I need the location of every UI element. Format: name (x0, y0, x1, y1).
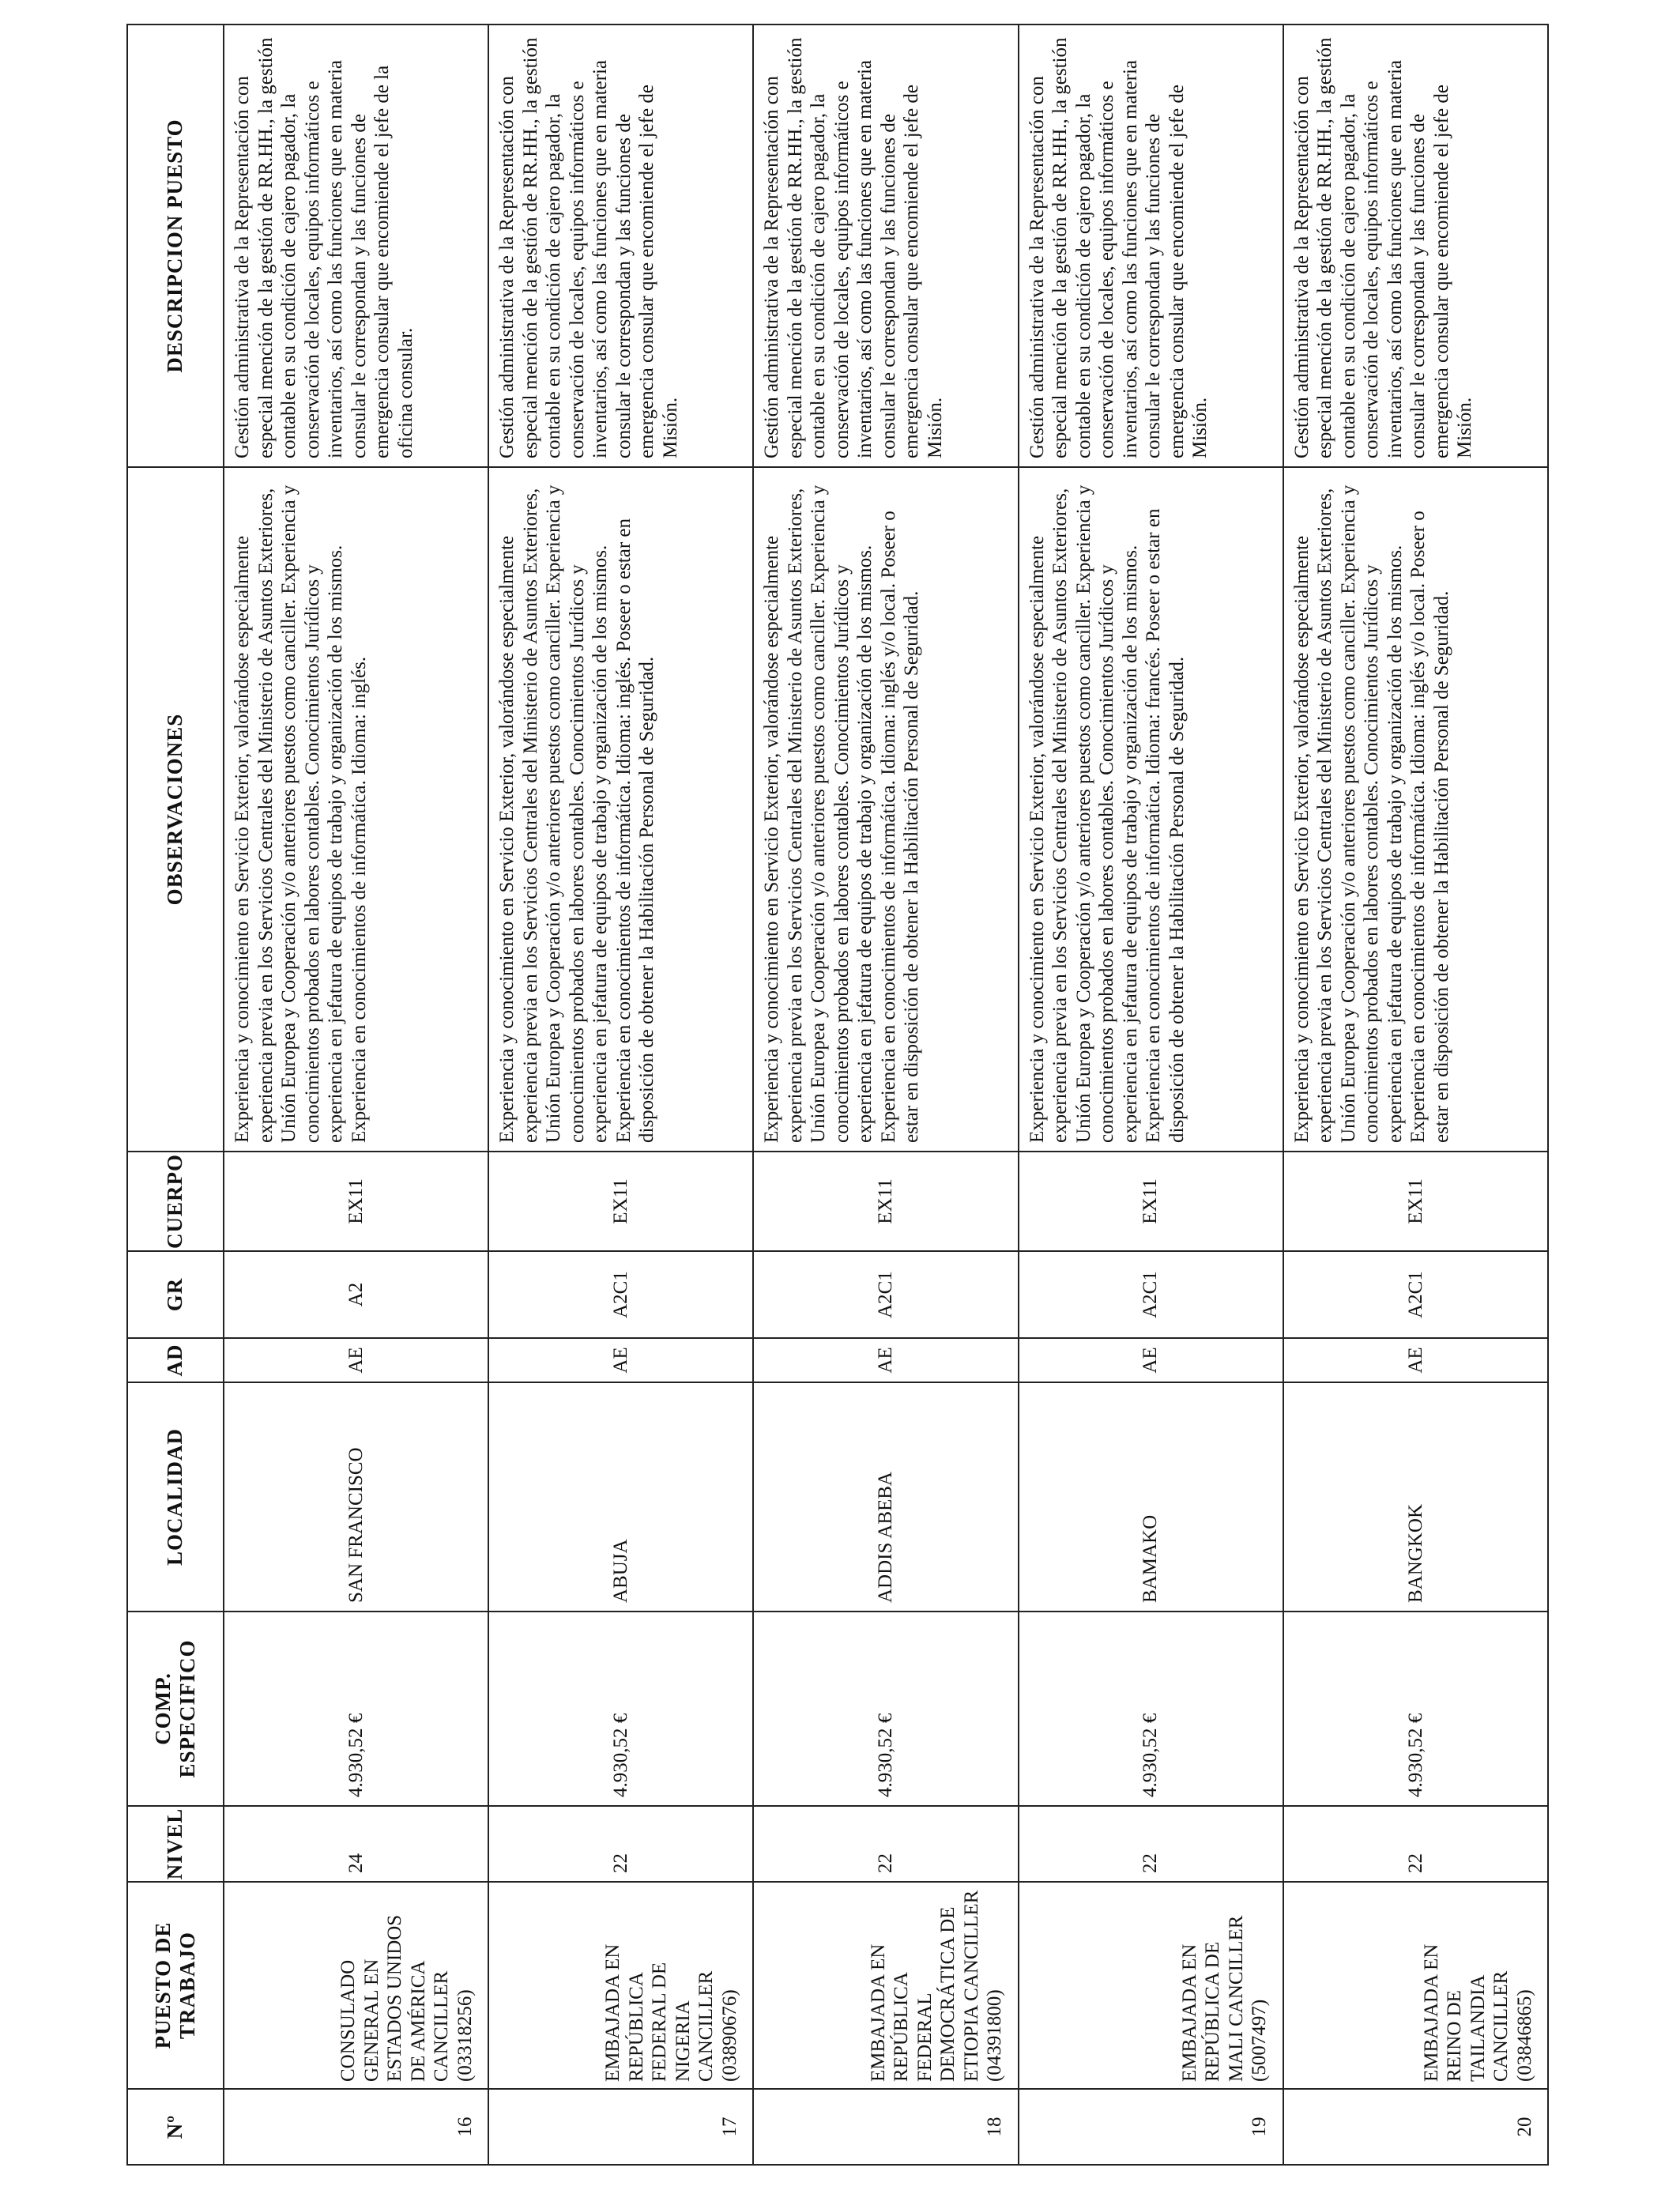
cell-gr: A2C1 (488, 1251, 753, 1338)
header-puesto: PUESTO DE TRABAJO (127, 1882, 224, 2089)
cell-n: 17 (488, 2089, 753, 2165)
cell-localidad: BANGKOK (1283, 1382, 1548, 1612)
cell-descripcion: Gestión administrativa de la Representación con especial mención de la gestión de RR.HH., la gestión contable en su condición de cajero pagador, la conservación de locales, equipos informáticos e inventarios, así como las funciones que en materia consular le correspondan y las funciones de emergencia consular que encomiende el jefe de la oficina consular. (224, 25, 488, 467)
job-positions-table (126, 24, 1549, 2166)
table-row (1019, 25, 1283, 2165)
cell-gr: A2C1 (1019, 1251, 1283, 1338)
table-row (753, 25, 1018, 2165)
cell-puesto: EMBAJADA EN REPÚBLICA DE MALI CANCILLER (5007497) (1019, 1882, 1283, 2089)
cell-descripcion: Gestión administrativa de la Representación con especial mención de la gestión de RR.HH., la gestión contable en su condición de cajero pagador, la conservación de locales, equipos informáticos e inventarios, así como las funciones que en materia consular le correspondan y las funciones de emergencia consular que encomiende el jefe de Misión. (488, 25, 753, 467)
cell-nivel: 22 (488, 1806, 753, 1882)
header-observaciones: OBSERVACIONES (127, 467, 224, 1152)
table-row (224, 25, 488, 2165)
header-nivel: NIVEL (127, 1806, 224, 1882)
table-header-row (127, 25, 224, 2165)
cell-cuerpo: EX11 (753, 1152, 1018, 1251)
cell-descripcion: Gestión administrativa de la Representación con especial mención de la gestión de RR.HH., la gestión contable en su condición de cajero pagador, la conservación de locales, equipos informáticos e inventarios, así como las funciones que en materia consular le correspondan y las funciones de emergencia consular que encomiende el jefe de Misión. (753, 25, 1018, 467)
cell-comp: 4.930,52 € (224, 1612, 488, 1806)
cell-descripcion: Gestión administrativa de la Representación con especial mención de la gestión de RR.HH., la gestión contable en su condición de cajero pagador, la conservación de locales, equipos informáticos e inventarios, así como las funciones que en materia consular le correspondan y las funciones de emergencia consular que encomiende el jefe de Misión. (1283, 25, 1548, 467)
cell-cuerpo: EX11 (224, 1152, 488, 1251)
cell-localidad: SAN FRANCISCO (224, 1382, 488, 1612)
cell-cuerpo: EX11 (1019, 1152, 1283, 1251)
cell-observaciones: Experiencia y conocimiento en Servicio Exterior, valorándose especialmente experiencia previa en los Servicios Centrales del Ministerio de Asuntos Exteriores, Unión Europea y Cooperación y/o anteriores puestos como canciller. Experiencia y conocimientos probados en labores contables. Conocimientos Jurídicos y experiencia en jefatura de equipos de trabajo y organización de los mismos. Experiencia en conocimientos de informática. Idioma: inglés. Poseer o estar en disposición de obtener la Habilitación Personal de Seguridad. (488, 467, 753, 1152)
cell-nivel: 22 (753, 1806, 1018, 1882)
cell-localidad: ADDIS ABEBA (753, 1382, 1018, 1612)
cell-cuerpo: EX11 (488, 1152, 753, 1251)
header-comp: COMP. ESPECIFICO (127, 1612, 224, 1806)
header-ad: AD (127, 1338, 224, 1382)
cell-cuerpo: EX11 (1283, 1152, 1548, 1251)
cell-ad: AE (1283, 1338, 1548, 1382)
cell-ad: AE (1019, 1338, 1283, 1382)
cell-observaciones: Experiencia y conocimiento en Servicio Exterior, valorándose especialmente experiencia previa en los Servicios Centrales del Ministerio de Asuntos Exteriores, Unión Europea y Cooperación y/o anteriores puestos como canciller. Experiencia y conocimientos probados en labores contables. Conocimientos Jurídicos y experiencia en jefatura de equipos de trabajo y organización de los mismos. Experiencia en conocimientos de informática. Idioma: inglés. (224, 467, 488, 1152)
cell-localidad: ABUJA (488, 1382, 753, 1612)
cell-n: 16 (224, 2089, 488, 2165)
cell-comp: 4.930,52 € (1019, 1612, 1283, 1806)
cell-observaciones: Experiencia y conocimiento en Servicio Exterior, valorándose especialmente experiencia previa en los Servicios Centrales del Ministerio de Asuntos Exteriores, Unión Europea y Cooperación y/o anteriores puestos como canciller. Experiencia y conocimientos probados en labores contables. Conocimientos Jurídicos y experiencia en jefatura de equipos de trabajo y organización de los mismos. Experiencia en conocimientos de informática. Idioma: francés. Poseer o estar en disposición de obtener la Habilitación Personal de Seguridad. (1019, 467, 1283, 1152)
cell-comp: 4.930,52 € (1283, 1612, 1548, 1806)
header-gr: GR (127, 1251, 224, 1338)
cell-nivel: 24 (224, 1806, 488, 1882)
cell-ad: AE (753, 1338, 1018, 1382)
header-localidad: LOCALIDAD (127, 1382, 224, 1612)
cell-gr: A2C1 (1283, 1251, 1548, 1338)
cell-puesto: EMBAJADA EN REPÚBLICA FEDERAL DE NIGERIA CANCILLER (03890676) (488, 1882, 753, 2089)
header-cuerpo: CUERPO (127, 1152, 224, 1251)
table-row (1283, 25, 1548, 2165)
cell-puesto: EMBAJADA EN REPÚBLICA FEDERAL DEMOCRÁTICA DE ETIOPIA CANCILLER (04391800) (753, 1882, 1018, 2089)
cell-n: 20 (1283, 2089, 1548, 2165)
cell-ad: AE (488, 1338, 753, 1382)
table-row (488, 25, 753, 2165)
cell-puesto: CONSULADO GENERAL EN ESTADOS UNIDOS DE AMÉRICA CANCILLER (03318256) (224, 1882, 488, 2089)
cell-puesto: EMBAJADA EN REINO DE TAILANDIA CANCILLER (03846865) (1283, 1882, 1548, 2089)
header-n: Nº (127, 2089, 224, 2165)
cell-nivel: 22 (1283, 1806, 1548, 1882)
cell-gr: A2C1 (753, 1251, 1018, 1338)
cell-observaciones: Experiencia y conocimiento en Servicio Exterior, valorándose especialmente experiencia previa en los Servicios Centrales del Ministerio de Asuntos Exteriores, Unión Europea y Cooperación y/o anteriores puestos como canciller. Experiencia y conocimientos probados en labores contables. Conocimientos Jurídicos y experiencia en jefatura de equipos de trabajo y organización de los mismos. Experiencia en conocimientos de informática. Idioma: inglés y/o local. Poseer o estar en disposición de obtener la Habilitación Personal de Seguridad. (753, 467, 1018, 1152)
cell-ad: AE (224, 1338, 488, 1382)
cell-gr: A2 (224, 1251, 488, 1338)
cell-comp: 4.930,52 € (488, 1612, 753, 1806)
cell-observaciones: Experiencia y conocimiento en Servicio Exterior, valorándose especialmente experiencia previa en los Servicios Centrales del Ministerio de Asuntos Exteriores, Unión Europea y Cooperación y/o anteriores puestos como canciller. Experiencia y conocimientos probados en labores contables. Conocimientos Jurídicos y experiencia en jefatura de equipos de trabajo y organización de los mismos. Experiencia en conocimientos de informática. Idioma: inglés y/o local. Poseer o estar en disposición de obtener la Habilitación Personal de Seguridad. (1283, 467, 1548, 1152)
cell-descripcion: Gestión administrativa de la Representación con especial mención de la gestión de RR.HH., la gestión contable en su condición de cajero pagador, la conservación de locales, equipos informáticos e inventarios, así como las funciones que en materia consular le correspondan y las funciones de emergencia consular que encomiende el jefe de Misión. (1019, 25, 1283, 467)
cell-n: 18 (753, 2089, 1018, 2165)
cell-comp: 4.930,52 € (753, 1612, 1018, 1806)
cell-localidad: BAMAKO (1019, 1382, 1283, 1612)
cell-n: 19 (1019, 2089, 1283, 2165)
rotated-table-page (126, 25, 1549, 2166)
header-descripcion: DESCRIPCION PUESTO (127, 25, 224, 467)
cell-nivel: 22 (1019, 1806, 1283, 1882)
